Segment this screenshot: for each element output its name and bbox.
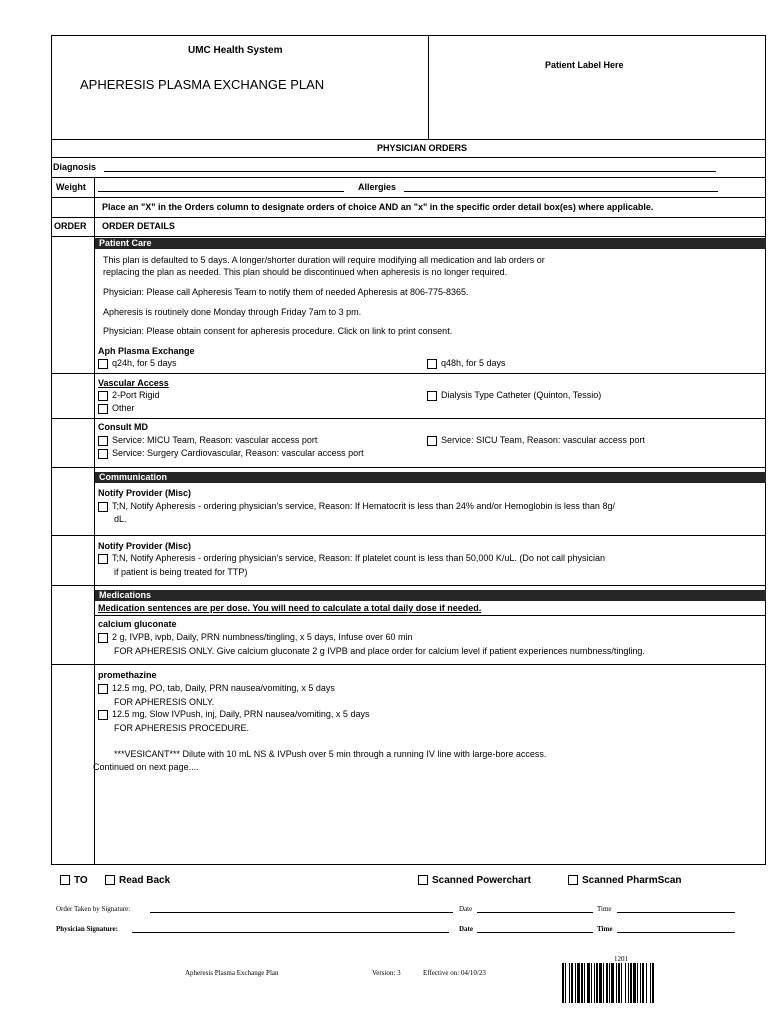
calcium-gluconate-option[interactable] [98,632,412,643]
aph-q48h-option[interactable] [427,358,506,369]
order-details-header: ORDER DETAILS [102,221,175,231]
header-bottom-line [51,139,766,140]
section-patient-care: Patient Care [95,238,766,249]
order-taken-label: Order Taken by Signature: [56,905,131,913]
allergies-label: Allergies [358,182,397,192]
frame-top [51,35,766,36]
time-label: Time [597,905,612,913]
va-dialysis-option[interactable] [427,390,601,401]
order-taken-signature-field[interactable] [150,912,453,913]
rule [51,197,766,198]
checkbox[interactable] [427,359,437,369]
option-label: T;N, Notify Apheresis - ordering physician's service, Reason: If Hematocrit is less than 24% and/or Hemoglobin is less than 8g/ [112,501,615,511]
plan-default-text: This plan is defaulted to 5 days. A longer/shorter duration will require modifying all medication and lab orders or [103,255,545,265]
option-label: 12.5 mg, PO, tab, Daily, PRN nausea/vomiting, x 5 days [112,683,335,693]
checkbox[interactable] [98,710,108,720]
page-title: APHERESIS PLASMA EXCHANGE PLAN [80,77,325,92]
schedule-text: Apheresis is routinely done Monday through Friday 7am to 3 pm. [103,307,362,317]
notify-hematocrit-option[interactable] [98,501,615,512]
rule [51,373,766,374]
section-communication: Communication [95,472,766,483]
read-back-option[interactable] [105,875,170,886]
notify-team-text: Physician: Please call Apheresis Team to notify them of needed Apheresis at 806-775-8365. [103,287,469,297]
rule [51,535,766,536]
checkbox[interactable] [105,875,115,885]
option-label-cont: if patient is being treated for TTP) [114,567,248,577]
frame-right [765,35,766,865]
version-text: Version: 3 [372,969,401,977]
scanned-powerchart-option[interactable] [418,875,531,886]
rule [51,236,766,237]
effective-date-text: Effective on: 04/10/23 [423,969,486,977]
rule [51,467,766,468]
notify-provider-title: Notify Provider (Misc) [98,541,192,551]
notify-provider-title: Notify Provider (Misc) [98,488,192,498]
checkbox[interactable] [60,875,70,885]
checkbox[interactable] [98,449,108,459]
option-label-cont: dL. [114,514,127,524]
option-label: Dialysis Type Catheter (Quinton, Tessio) [441,390,602,400]
option-label: Scanned PharmScan [582,875,682,886]
weight-label: Weight [56,182,86,192]
date-label: Date [459,905,473,913]
diagnosis-field[interactable] [104,171,716,172]
checkbox[interactable] [98,633,108,643]
rule [51,177,766,178]
rule [51,418,766,419]
promethazine-po-option[interactable] [98,683,335,694]
option-label: Scanned Powerchart [432,875,531,886]
to-option[interactable] [60,875,88,886]
order-column-divider [94,177,95,864]
physician-date-field[interactable] [477,932,593,933]
option-label: 2 g, IVPB, ivpb, Daily, PRN numbness/tingling, x 5 days, Infuse over 60 min [112,632,413,642]
checkbox[interactable] [98,359,108,369]
checkbox[interactable] [427,391,437,401]
aph-plasma-exchange-title: Aph Plasma Exchange [98,346,195,356]
barcode-bar [654,963,655,1003]
option-label: q48h, for 5 days [441,358,506,368]
rule [51,585,766,586]
order-column-header: ORDER [54,221,87,231]
order-time-field[interactable] [617,912,735,913]
document-name: Apheresis Plasma Exchange Plan [185,969,279,977]
instruction-text: Place an "X" in the Orders column to designate orders of choice AND an "x" in the specific order detail box(es) where applicable. [102,202,654,212]
barcode-number: 1201 [614,955,628,963]
barcode-image [562,963,655,1003]
header-divider [428,35,429,139]
option-label: TO [74,875,88,886]
patient-label: Patient Label Here [545,60,624,70]
checkbox[interactable] [98,436,108,446]
vesicant-warning: ***VESICANT*** Dilute with 10 mL NS & IVPush over 5 min through a running IV line with large-bore access. [114,749,547,759]
consent-text: Physician: Please obtain consent for apheresis procedure. Click on link to print consent. [103,326,453,336]
checkbox[interactable] [418,875,428,885]
notify-platelet-option[interactable] [98,553,605,564]
rule [94,615,766,616]
option-label: Other [112,403,135,413]
checkbox[interactable] [98,502,108,512]
va-other-option[interactable] [98,403,135,414]
option-label: Service: MICU Team, Reason: vascular access port [112,435,318,445]
org-name: UMC Health System [188,45,283,56]
frame-left [51,35,52,865]
checkbox[interactable] [98,391,108,401]
consult-micu-option[interactable] [98,435,317,446]
option-label: Service: SICU Team, Reason: vascular access port [441,435,645,445]
physician-time-field[interactable] [617,932,735,933]
checkbox[interactable] [427,436,437,446]
rule [51,157,766,158]
date-label: Date [459,925,473,933]
physician-orders-heading: PHYSICIAN ORDERS [377,143,468,153]
checkbox[interactable] [98,684,108,694]
rule [51,664,766,665]
promethazine-iv-option[interactable] [98,709,369,720]
aph-q24h-option[interactable] [98,358,177,369]
option-label: Read Back [119,875,171,886]
calcium-note: FOR APHERESIS ONLY. Give calcium gluconate 2 g IVPB and place order for calcium level if patient experiences numbness/tingling. [114,646,645,656]
calcium-gluconate-title: calcium gluconate [98,619,177,629]
allergies-field[interactable] [404,191,718,192]
weight-field[interactable] [98,191,344,192]
order-date-field[interactable] [477,912,593,913]
scanned-pharmscan-option[interactable] [568,875,681,886]
consult-sicu-option[interactable] [427,435,645,446]
rule [51,217,766,218]
section-medications: Medications [95,590,766,601]
option-label: q24h, for 5 days [112,358,177,368]
time-label: Time [597,925,613,933]
va-2port-option[interactable] [98,390,160,401]
plan-default-text-2: replacing the plan as needed. This plan should be discontinued when apheresis is no longer required. [103,267,508,277]
promethazine-po-note: FOR APHERESIS ONLY. [114,697,215,707]
checkbox[interactable] [98,404,108,414]
diagnosis-label: Diagnosis [53,162,97,172]
vascular-access-title: Vascular Access [98,378,169,388]
option-label: 2-Port Rigid [112,390,160,400]
medication-note: Medication sentences are per dose. You will need to calculate a total daily dose if needed. [98,603,482,613]
option-label: 12.5 mg, Slow IVPush, inj, Daily, PRN nausea/vomiting, x 5 days [112,709,370,719]
physician-signature-field[interactable] [132,932,449,933]
option-label: Service: Surgery Cardiovascular, Reason: vascular access port [112,448,364,458]
consult-surgery-option[interactable] [98,448,364,459]
consult-md-title: Consult MD [98,422,148,432]
promethazine-iv-note: FOR APHERESIS PROCEDURE. [114,723,250,733]
physician-signature-label: Physician Signature: [56,925,118,933]
checkbox[interactable] [98,554,108,564]
continued-text: Continued on next page.... [93,762,199,772]
promethazine-title: promethazine [98,670,157,680]
checkbox[interactable] [568,875,578,885]
frame-bottom [51,864,766,865]
option-label: T;N, Notify Apheresis - ordering physician's service, Reason: If platelet count is less than 50,000 K/uL. (Do not call physician [112,553,605,563]
